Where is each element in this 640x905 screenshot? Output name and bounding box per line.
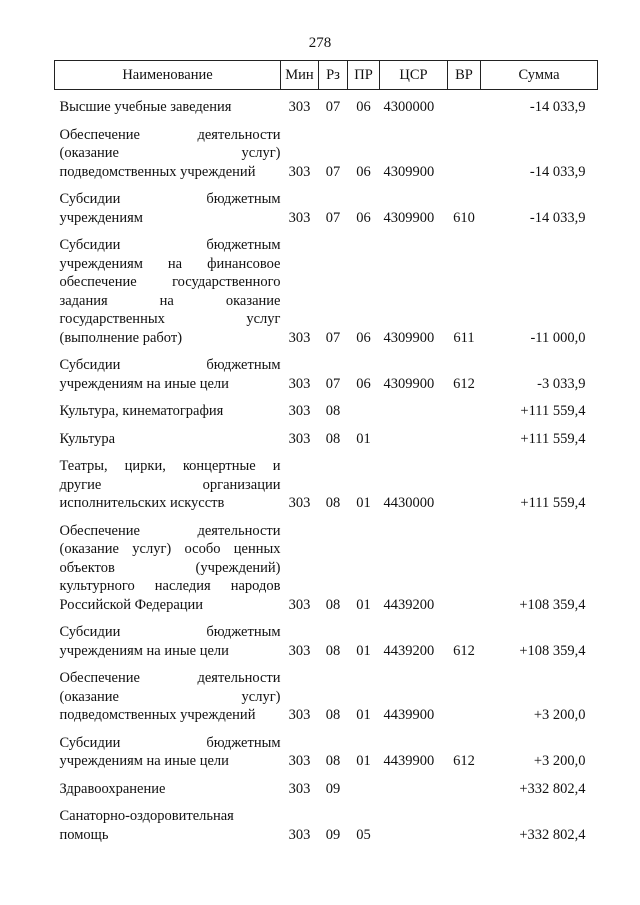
row-pr: 06: [356, 99, 371, 115]
row-sum: +111 559,4: [520, 403, 586, 419]
row-vr: 612: [453, 753, 475, 769]
row-vr: 611: [453, 329, 475, 346]
row-sum: +3 200,0: [533, 707, 586, 723]
row-name: Субсидии бюджетным учреждениям на иные цели: [59, 734, 281, 769]
row-min: 303: [288, 495, 311, 511]
row-vr: [448, 393, 481, 421]
row-sum: +332 802,4: [519, 826, 586, 843]
row-csr: [380, 421, 448, 449]
table-row: [55, 347, 598, 393]
table-header-row: [55, 61, 598, 90]
header-min: Мин: [281, 61, 319, 90]
row-rz: 07: [325, 375, 341, 392]
row-pr: 01: [356, 495, 371, 511]
row-name: Субсидии бюджетным учреждениям на иные цели: [59, 357, 281, 392]
budget-table: [54, 60, 598, 844]
row-min: 303: [288, 707, 311, 723]
row-csr: 4430000: [383, 495, 435, 511]
row-name: Субсидии бюджетным учреждениям на финансовое обеспечение государственного задания на оказание государственных услуг (выполнение работ): [59, 237, 281, 346]
row-rz: 07: [325, 99, 341, 115]
row-rz: 07: [325, 329, 341, 346]
row-rz: 08: [325, 642, 341, 659]
row-vr: [448, 513, 481, 615]
row-pr: 06: [356, 375, 371, 392]
row-sum: -14 033,9: [529, 163, 586, 180]
row-pr: 01: [356, 753, 371, 769]
row-rz: 08: [325, 495, 341, 511]
row-vr: 612: [453, 375, 475, 392]
row-vr: [448, 660, 481, 725]
row-pr: [348, 393, 380, 421]
page-number: 278: [308, 35, 332, 51]
row-vr: [448, 117, 481, 182]
row-vr: 610: [453, 209, 475, 226]
row-pr: 01: [356, 430, 371, 447]
row-name: Обеспечение деятельности (оказание услуг) подведомственных учреждений: [59, 126, 281, 180]
row-min: 303: [288, 780, 311, 797]
row-vr: [448, 90, 481, 117]
table-row: [55, 421, 598, 449]
row-min: 303: [288, 163, 311, 180]
row-sum: -11 000,0: [530, 329, 586, 346]
row-vr: 612: [453, 642, 475, 659]
row-sum: +111 559,4: [520, 495, 586, 511]
row-pr: 06: [356, 329, 371, 346]
row-vr: [448, 421, 481, 449]
row-name: Культура, кинематография: [59, 403, 224, 419]
header-pr: ПР: [348, 61, 380, 90]
row-csr: [380, 798, 448, 844]
row-pr: 01: [356, 596, 371, 613]
row-rz: 08: [325, 707, 341, 723]
header-rz: Рз: [319, 61, 348, 90]
row-sum: +108 359,4: [519, 642, 586, 659]
table-row: [55, 393, 598, 421]
header-name: Наименование: [55, 61, 281, 90]
row-rz: 08: [325, 403, 341, 419]
table-row: [55, 227, 598, 347]
row-sum: -14 033,9: [529, 209, 586, 226]
row-csr: 4309900: [383, 329, 435, 346]
row-min: 303: [288, 826, 311, 843]
row-min: 303: [288, 99, 311, 115]
row-csr: 4439900: [383, 753, 435, 769]
table-row: [55, 181, 598, 227]
row-name: Театры, цирки, концертные и другие организации исполнительских искусств: [59, 458, 281, 511]
header-vr: ВР: [448, 61, 481, 90]
header-sum: Сумма: [481, 61, 598, 90]
row-rz: 08: [325, 430, 341, 447]
row-rz: 08: [325, 596, 341, 613]
row-rz: 07: [325, 163, 341, 180]
row-pr: 05: [356, 826, 371, 843]
row-vr: [448, 448, 481, 513]
row-csr: 4439200: [383, 642, 435, 659]
row-vr: [448, 798, 481, 844]
table-row: [55, 513, 598, 615]
row-csr: 4439200: [383, 596, 435, 613]
table-row: [55, 771, 598, 799]
table-row: [55, 725, 598, 771]
row-min: 303: [288, 596, 311, 613]
row-pr: 06: [356, 163, 371, 180]
row-name: Субсидии бюджетным учреждениям: [59, 191, 281, 226]
row-name: Обеспечение деятельности (оказание услуг) подведомственных учреждений: [59, 670, 281, 723]
row-name: Обеспечение деятельности (оказание услуг) особо ценных объектов (учреждений) культурного наследия народов Российской Федерации: [59, 522, 281, 613]
row-name: Высшие учебные заведения: [59, 99, 232, 115]
table-row: [55, 660, 598, 725]
row-csr: [380, 771, 448, 799]
row-min: 303: [288, 753, 311, 769]
row-min: 303: [288, 403, 311, 419]
row-rz: 07: [325, 209, 341, 226]
row-name: Санаторно-оздоровительная помощь: [59, 808, 234, 843]
row-rz: 09: [325, 780, 341, 797]
row-sum: +108 359,4: [519, 596, 586, 613]
row-rz: 08: [325, 753, 341, 769]
table-row: [55, 798, 598, 844]
row-csr: 4439900: [383, 707, 435, 723]
row-sum: +111 559,4: [520, 430, 586, 447]
row-pr: [348, 771, 380, 799]
row-pr: 01: [356, 642, 371, 659]
row-name: Субсидии бюджетным учреждениям на иные цели: [59, 624, 281, 659]
row-min: 303: [288, 642, 311, 659]
table-row: [55, 117, 598, 182]
row-name: Здравоохранение: [59, 780, 166, 797]
row-min: 303: [288, 329, 311, 346]
row-csr: 4309900: [383, 375, 435, 392]
row-sum: -14 033,9: [529, 99, 586, 115]
row-sum: -3 033,9: [537, 375, 586, 392]
row-sum: +332 802,4: [519, 780, 586, 797]
table-row: [55, 448, 598, 513]
header-csr: ЦСР: [380, 61, 448, 90]
table-row: [55, 90, 598, 117]
row-pr: 01: [356, 707, 371, 723]
row-min: 303: [288, 209, 311, 226]
row-csr: 4309900: [383, 209, 435, 226]
row-pr: 06: [356, 209, 371, 226]
row-csr: 4309900: [383, 163, 435, 180]
row-min: 303: [288, 430, 311, 447]
row-min: 303: [288, 375, 311, 392]
row-sum: +3 200,0: [533, 753, 586, 769]
row-rz: 09: [325, 826, 341, 843]
row-name: Культура: [59, 430, 116, 447]
row-csr: [380, 393, 448, 421]
table-row: [55, 614, 598, 660]
row-vr: [448, 771, 481, 799]
row-csr: 4300000: [383, 99, 435, 115]
